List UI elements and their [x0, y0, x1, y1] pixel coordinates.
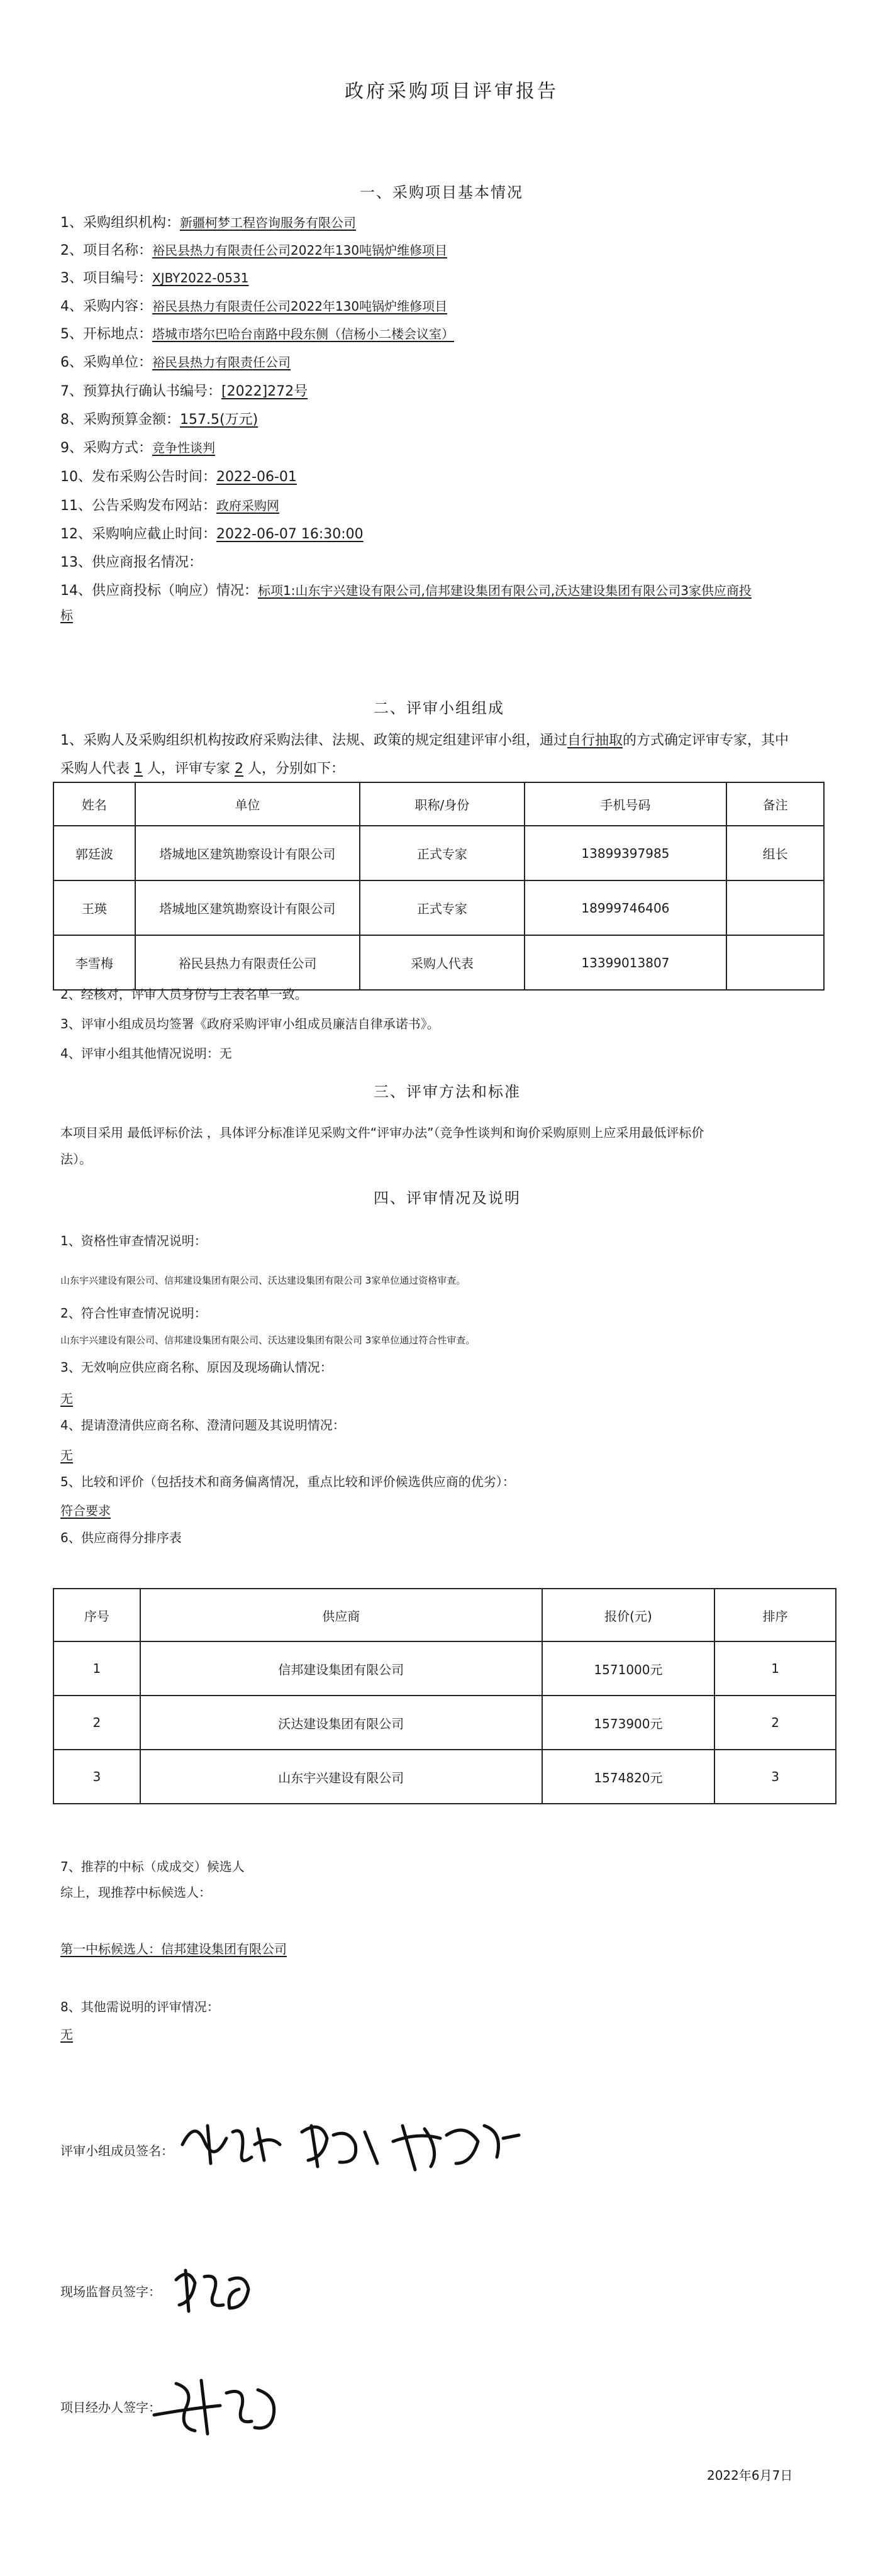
- header-unit: 单位: [135, 782, 360, 826]
- section-heading-method: 三、评审方法和标准: [374, 1083, 521, 1101]
- page-title: 政府采购项目评审报告: [345, 80, 558, 103]
- review-q5: 5、比较和评价（包括技术和商务偏离情况，重点比较和评价候选供应商的优劣）：: [60, 1474, 515, 1489]
- review-a7-intro: 综上，现推荐中标候选人：: [60, 1885, 211, 1900]
- basic-info-item: 4、采购内容：裕民县热力有限责任公司2022年130吨锅炉维修项目: [60, 299, 448, 314]
- members-signature-label: 评审小组成员签名：: [60, 2143, 174, 2158]
- basic-info-item: 1、采购组织机构：新疆柯梦工程咨询服务有限公司: [60, 215, 357, 231]
- review-a5: 符合要求: [60, 1503, 111, 1518]
- review-q8: 8、其他需说明的评审情况：: [60, 1999, 220, 2014]
- committee-note-4: 4、评审小组其他情况说明：无: [60, 1046, 232, 1061]
- committee-note-3: 3、评审小组成员均签署《政府采购评审小组成员廉洁自律承诺书》。: [60, 1016, 440, 1031]
- committee-table: [53, 782, 825, 991]
- supervisor-signature: [170, 2255, 258, 2318]
- basic-info-item: 3、项目编号：XJBY2022-0531: [60, 270, 249, 286]
- header-supplier: 供应商: [140, 1589, 542, 1641]
- recommended-candidate: 第一中标候选人：信邦建设集团有限公司: [60, 1941, 287, 1957]
- basic-info-item: 11、公告采购发布网站：政府采购网: [60, 498, 280, 514]
- table-header-row: [53, 782, 824, 826]
- review-a1: 山东宇兴建设有限公司、信邦建设集团有限公司、沃达建设集团有限公司 3家单位通过资格审查。: [60, 1275, 466, 1286]
- committee-note-2: 2、经核对，评审人员身份与上表名单一致。: [60, 987, 308, 1002]
- table-row: 郭廷波 塔城地区建筑勘察设计有限公司 正式专家 13899397985 组长: [53, 826, 824, 880]
- table-row: 2 沃达建设集团有限公司 1573900元 2: [53, 1696, 836, 1750]
- basic-info-item-continuation: 标: [60, 608, 73, 623]
- review-a3: 无: [60, 1391, 73, 1406]
- committee-intro-line1: 1、采购人及采购组织机构按政府采购法律、法规、政策的规定组建评审小组，通过自行抽取的方式确定评审专家，其中: [60, 733, 789, 748]
- basic-info-item: 5、开标地点：塔城市塔尔巴哈台南路中段东侧（信杨小二楼会议室）: [60, 326, 455, 342]
- supervisor-signature-label: 现场监督员签字：: [60, 2284, 161, 2299]
- review-a2: 山东宇兴建设有限公司、信邦建设集团有限公司、沃达建设集团有限公司 3家单位通过符合性审查。: [60, 1335, 475, 1346]
- review-q3: 3、无效响应供应商名称、原因及现场确认情况：: [60, 1360, 333, 1375]
- basic-info-item: 2、项目名称：裕民县热力有限责任公司2022年130吨锅炉维修项目: [60, 243, 448, 258]
- basic-info-item: 10、发布采购公告时间：2022-06-01: [60, 469, 297, 485]
- section-heading-basic-info: 一、采购项目基本情况: [360, 184, 523, 201]
- committee-intro-line2: 采购人代表 1 人，评审专家 2 人，分别如下：: [60, 761, 345, 777]
- table-row: 3 山东宇兴建设有限公司 1574820元 3: [53, 1750, 836, 1804]
- table-row: 1 信邦建设集团有限公司 1571000元 1: [53, 1641, 836, 1696]
- basic-info-item: 7、预算执行确认书编号：[2022]272号: [60, 384, 308, 399]
- basic-info-item: 6、采购单位：裕民县热力有限责任公司: [60, 355, 291, 370]
- method-text-line1: 本项目采用 最低评标价法 ，具体评分标准详见采购文件“评审办法”（竞争性谈判和询价采购原则上应采用最低评标价: [60, 1125, 704, 1140]
- header-title: 职称/身份: [360, 782, 525, 826]
- header-seq: 序号: [53, 1589, 140, 1641]
- review-q2: 2、符合性审查情况说明：: [60, 1306, 207, 1321]
- table-row: 李雪梅 裕民县热力有限责任公司 采购人代表 13399013807: [53, 935, 824, 990]
- review-q6: 6、供应商得分排序表: [60, 1530, 182, 1545]
- method-text-line2: 法）。: [60, 1152, 92, 1167]
- section-heading-committee: 二、评审小组组成: [374, 699, 504, 717]
- header-rank: 排序: [714, 1589, 836, 1641]
- section-heading-review: 四、评审情况及说明: [374, 1189, 521, 1207]
- handler-signature: [151, 2371, 289, 2440]
- table-header-row: [53, 1589, 836, 1641]
- handler-signature-label: 项目经办人签字：: [60, 2400, 161, 2415]
- ranking-table: [53, 1588, 836, 1804]
- report-date: 2022年6月7日: [707, 2468, 793, 2483]
- basic-info-item: 9、采购方式：竞争性谈判: [60, 440, 216, 456]
- review-a8: 无: [60, 2027, 73, 2042]
- header-remark: 备注: [726, 782, 824, 826]
- table-row: 王瑛 塔城地区建筑勘察设计有限公司 正式专家 18999746406: [53, 880, 824, 935]
- header-phone: 手机号码: [525, 782, 727, 826]
- basic-info-item: 12、采购响应截止时间：2022-06-07 16:30:00: [60, 526, 364, 542]
- basic-info-item: 8、采购预算金额：157.5(万元): [60, 412, 258, 428]
- review-q1: 1、资格性审查情况说明：: [60, 1233, 207, 1248]
- review-q4: 4、提请澄清供应商名称、澄清问题及其说明情况：: [60, 1418, 345, 1433]
- member-signatures: [176, 2107, 528, 2182]
- review-q7: 7、推荐的中标（成成交）候选人: [60, 1859, 245, 1874]
- header-price: 报价(元): [542, 1589, 715, 1641]
- review-a4: 无: [60, 1448, 73, 1463]
- basic-info-item: 14、供应商投标（响应）情况：标项1:山东宇兴建设有限公司,信邦建设集团有限公司,沃达建设集团有限公司3家供应商投: [60, 583, 752, 599]
- basic-info-item: 13、供应商报名情况：: [60, 555, 203, 570]
- header-name: 姓名: [53, 782, 135, 826]
